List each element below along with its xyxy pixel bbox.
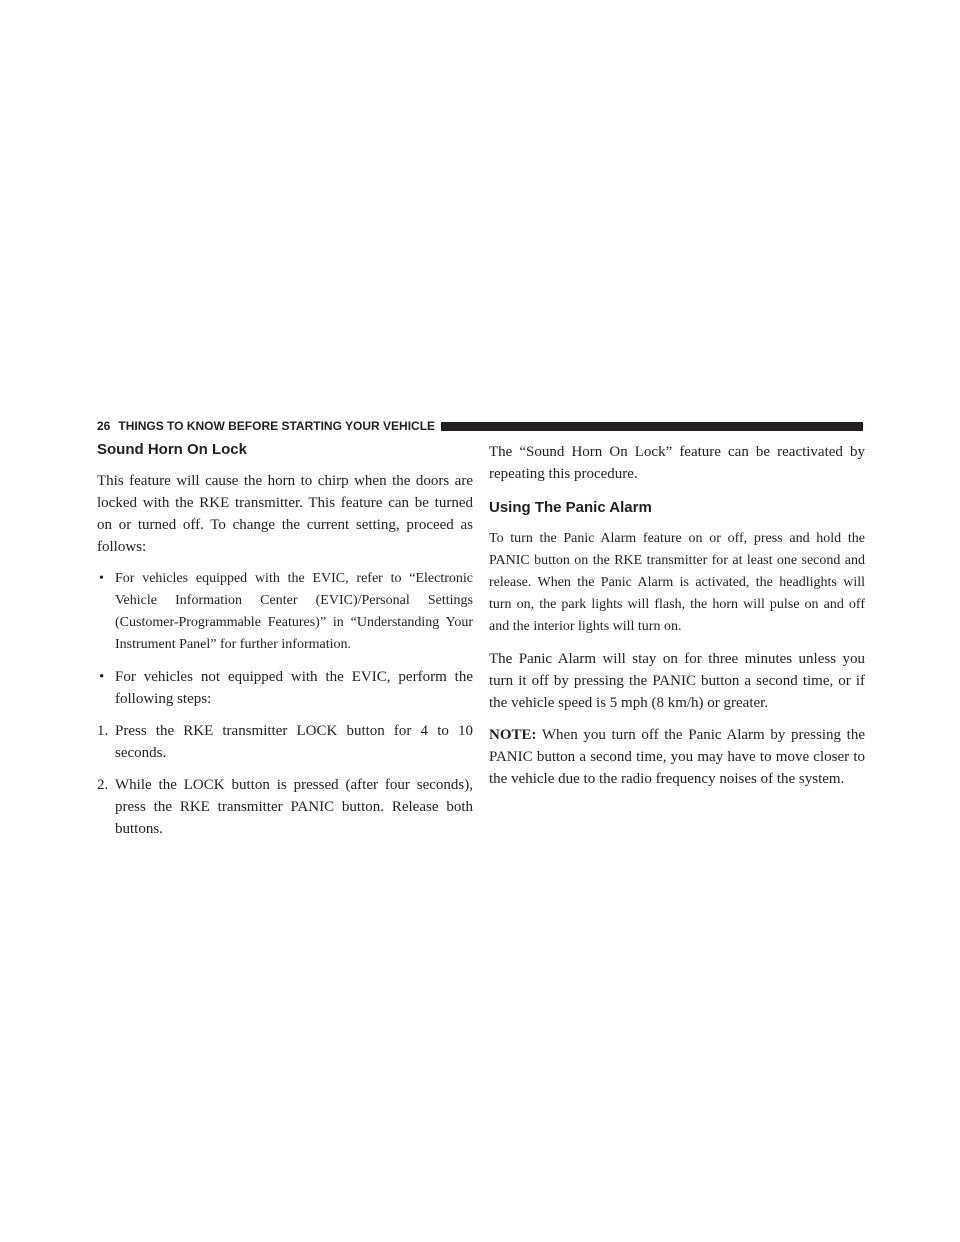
list-item: [97, 666, 473, 710]
bullet-text: For vehicles not equipped with the EVIC, perform the following steps:: [115, 669, 473, 707]
right-column: [489, 441, 865, 800]
heading-sound-horn-on-lock: Sound Horn On Lock: [97, 441, 247, 458]
panic-paragraph-2: The Panic Alarm will stay on for three minutes unless you turn it off by pressing the PANIC button a second time, or if the vehicle speed is 5 mph (8 km/h) or greater.: [489, 651, 865, 711]
panic-paragraph-1: To turn the Panic Alarm feature on or off, press and hold the PANIC button on the RKE transmitter for at least one second and release. When the Panic Alarm is activated, the headlights will turn on, the park lights will flash, the horn will pulse on and off and the interior lights will turn on.: [489, 531, 865, 634]
left-column: [97, 441, 473, 850]
note-label: NOTE:: [489, 727, 537, 743]
bullet-text: For vehicles equipped with the EVIC, refer to “Electronic Vehicle Information Center (EVIC)/Personal Settings (Customer-Programmable Features)” in “Understanding Your Instrument Panel” for further information.: [115, 571, 473, 652]
heading-using-panic-alarm: Using The Panic Alarm: [489, 499, 652, 516]
list-item: [97, 568, 473, 656]
page-number: 26: [97, 419, 111, 433]
page-header: [97, 418, 863, 434]
step-number: 2.: [97, 777, 109, 793]
header-rule: [441, 422, 863, 431]
bullet-icon: •: [99, 571, 104, 586]
intro-paragraph: This feature will cause the horn to chirp when the doors are locked with the RKE transmitter. This feature can be turned on or turned off. To change the current setting, proceed as follows:: [97, 473, 473, 555]
reactivate-paragraph: The “Sound Horn On Lock” feature can be reactivated by repeating this procedure.: [489, 444, 865, 482]
step-text: While the LOCK button is pressed (after four seconds), press the RKE transmitter PANIC button. Release both buttons.: [115, 777, 473, 837]
note-text: When you turn off the Panic Alarm by pressing the PANIC button a second time, you may have to move closer to the vehicle due to the radio frequency noises of the system.: [489, 727, 865, 787]
step-text: Press the RKE transmitter LOCK button for 4 to 10 seconds.: [115, 723, 473, 761]
step-item: [97, 774, 473, 840]
step-number: 1.: [97, 723, 109, 739]
note-paragraph: [489, 724, 865, 790]
section-title: THINGS TO KNOW BEFORE STARTING YOUR VEHICLE: [118, 419, 436, 433]
step-item: [97, 720, 473, 764]
bullet-icon: •: [99, 669, 105, 685]
